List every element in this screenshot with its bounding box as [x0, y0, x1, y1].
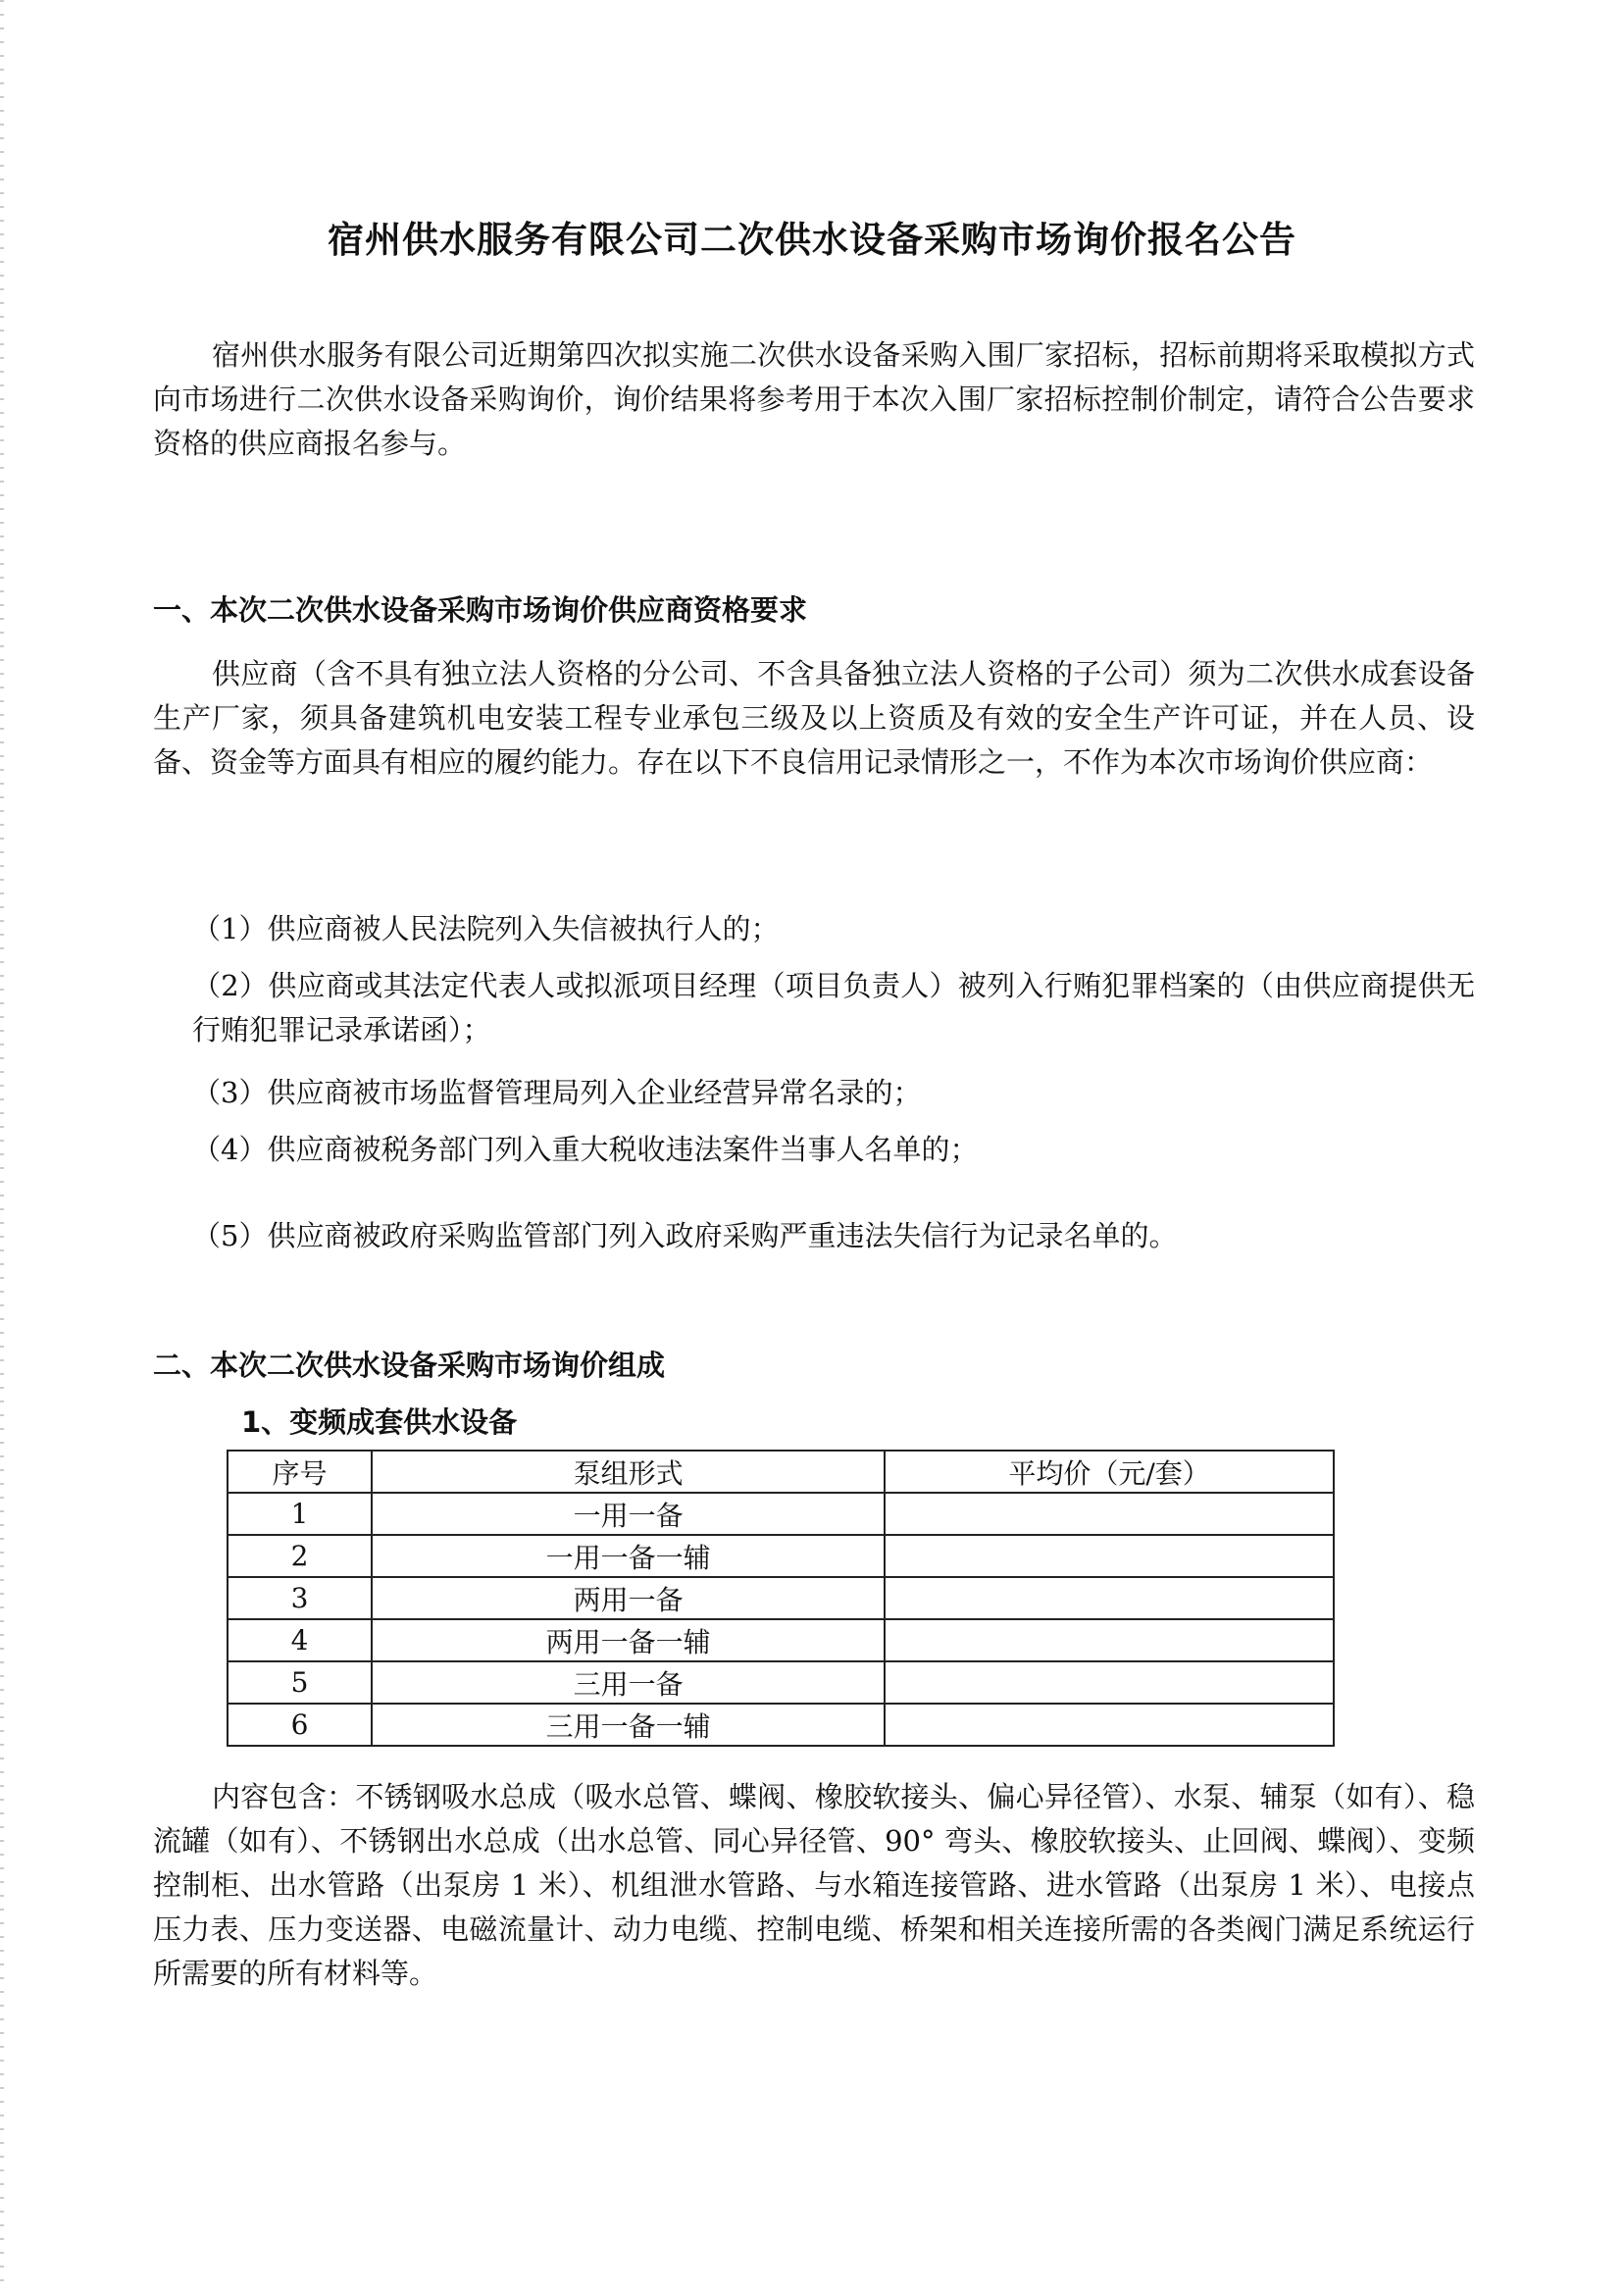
section1-body: 供应商（含不具有独立法人资格的分公司、不含具备独立法人资格的子公司）须为二次供水成套设备生产厂家，须具备建筑机电安装工程专业承包三级及以上资质及有效的安全生产许可证，并在人员、设备、资金等方面具有相应的履约能力。存在以下不良信用记录情形之一，不作为本次市场询价供应商：	[153, 657, 1475, 779]
cell-no: 3	[228, 1577, 372, 1619]
cell-avg-price	[885, 1619, 1334, 1661]
cell-pump-type: 一用一备一辅	[372, 1535, 885, 1577]
equipment-price-table	[227, 1450, 1335, 1747]
cell-avg-price	[885, 1704, 1334, 1746]
scan-margin-marks	[0, 0, 4, 2293]
criteria-item: （3）供应商被市场监督管理局列入企业经营异常名录的；	[192, 1076, 922, 1109]
criteria-item: （1）供应商被人民法院列入失信被执行人的；	[192, 912, 780, 945]
cell-pump-type: 三用一备一辅	[372, 1704, 885, 1746]
cell-pump-type: 两用一备	[372, 1577, 885, 1619]
cell-no: 6	[228, 1704, 372, 1746]
intro-paragraph: 宿州供水服务有限公司近期第四次拟实施二次供水设备采购入围厂家招标，招标前期将采取模拟方式向市场进行二次供水设备采购询价，询价结果将参考用于本次入围厂家招标控制价制定，请符合公告要求资格的供应商报名参与。	[153, 338, 1475, 460]
cell-avg-price	[885, 1661, 1334, 1704]
cell-avg-price	[885, 1535, 1334, 1577]
section1-heading: 一、本次二次供水设备采购市场询价供应商资格要求	[153, 593, 808, 627]
cell-pump-type: 两用一备一辅	[372, 1619, 885, 1661]
cell-no: 4	[228, 1619, 372, 1661]
col-header-no: 序号	[228, 1451, 372, 1493]
col-header-avg-price: 平均价（元/套）	[885, 1451, 1334, 1493]
table-row	[228, 1577, 1334, 1619]
document-title: 宿州供水服务有限公司二次供水设备采购市场询价报名公告	[328, 219, 1296, 261]
table-row	[228, 1535, 1334, 1577]
section2-heading: 二、本次二次供水设备采购市场询价组成	[153, 1349, 666, 1382]
cell-avg-price	[885, 1493, 1334, 1535]
table-row	[228, 1704, 1334, 1746]
cell-avg-price	[885, 1577, 1334, 1619]
col-header-pump-type: 泵组形式	[372, 1451, 885, 1493]
cell-pump-type: 三用一备	[372, 1661, 885, 1704]
cell-no: 5	[228, 1661, 372, 1704]
cell-no: 1	[228, 1493, 372, 1535]
table-row	[228, 1661, 1334, 1704]
criteria-item: （5）供应商被政府采购监管部门列入政府采购严重违法失信行为记录名单的。	[192, 1219, 1178, 1252]
criteria-item: （2）供应商或其法定代表人或拟派项目经理（项目负责人）被列入行贿犯罪档案的（由供应商提供无行贿犯罪记录承诺函）；	[192, 969, 1475, 1046]
contents-paragraph: 内容包含：不锈钢吸水总成（吸水总管、蝶阀、橡胶软接头、偏心异径管）、水泵、辅泵（如有）、稳流罐（如有）、不锈钢出水总成（出水总管、同心异径管、90° 弯头、橡胶软接头、止回阀、蝶阀）、变频控制柜、出水管路（出泵房 1 米）、机组泄水管路、与水箱连接管路、进水管路（出泵房 1 米）、电接点压力表、压力变送器、电磁流量计、动力电缆、控制电缆、桥架和相关连接所需的各类阀门满足系统运行所需要的所有材料等。	[153, 1780, 1475, 1990]
table-header-row	[228, 1451, 1334, 1493]
criteria-item: （4）供应商被税务部门列入重大税收违法案件当事人名单的；	[192, 1133, 979, 1166]
cell-no: 2	[228, 1535, 372, 1577]
cell-pump-type: 一用一备	[372, 1493, 885, 1535]
section2-subheading: 1、变频成套供水设备	[241, 1405, 518, 1439]
table-row	[228, 1493, 1334, 1535]
table-row	[228, 1619, 1334, 1661]
